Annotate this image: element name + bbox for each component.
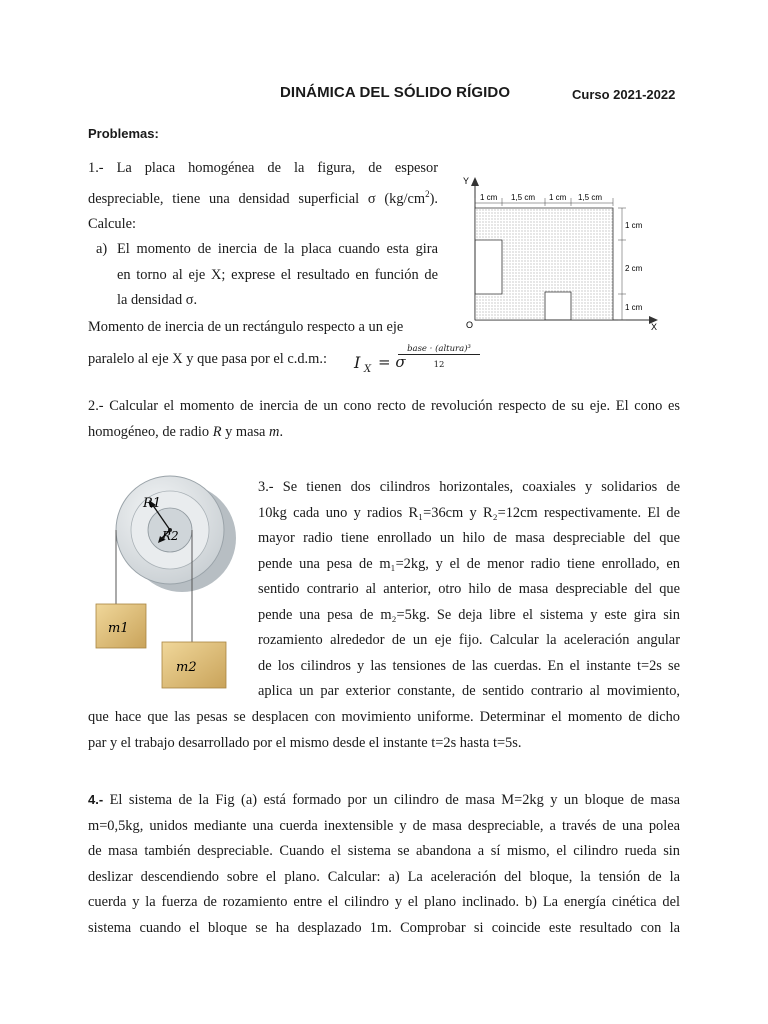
- dim-top-4: 1,5 cm: [578, 193, 603, 202]
- problem-2-text: y masa: [221, 423, 270, 440]
- problem-3-line: pende una pesa de m₁=2kg, y el de menor radio tiene enrollado, en: [258, 555, 680, 572]
- formula-eq: = σ: [378, 353, 406, 371]
- problem-4-number: 4.-: [88, 792, 104, 807]
- dim-right-3: 1 cm: [625, 303, 643, 312]
- y-axis-arrow: [471, 177, 479, 186]
- mass-2-label: m2: [176, 660, 197, 675]
- problem-1-line: 1.- La placa homogénea de la figura, de espesor: [88, 160, 438, 176]
- problem-2-text: homogéneo, de radio: [88, 423, 213, 440]
- y-axis-label: Y: [463, 176, 470, 186]
- problem-3-line: aplica un par exterior constante, de sentido contrario al movimiento,: [258, 683, 680, 699]
- plate-shape: [475, 208, 613, 320]
- plate-figure: [455, 170, 675, 335]
- mass-symbol: m: [269, 423, 280, 440]
- problem-1: [88, 156, 438, 314]
- formula-lhs: I: [354, 353, 361, 372]
- problem-3-line: mayor radio tiene enrollado un hilo de masa despreciable del que: [258, 530, 680, 546]
- page-title: DINÁMICA DEL SÓLIDO RÍGIDO: [280, 84, 511, 101]
- problem-3: [258, 475, 680, 705]
- problem-3-line: sentido contrario al anterior, otro hilo de masa despreciable del que: [258, 581, 680, 597]
- item-line: El momento de inercia de la placa cuando esta gira: [117, 241, 438, 258]
- problem-2-line: 2.- Calcular el momento de inercia de un cono recto de revolución respecto de su eje. El cono es: [88, 398, 680, 414]
- problem-3-line: 10kg cada uno y radios R₁=36cm y R₂=12cm respectivamente. El de: [258, 504, 680, 521]
- problem-2: [88, 394, 680, 445]
- inertia-formula: [354, 344, 484, 374]
- note-line: Momento de inercia de un rectángulo respecto a un eje: [88, 319, 404, 335]
- problem-3-cont: [88, 705, 680, 756]
- formula-sub: X: [364, 364, 372, 375]
- mass-1-label: m1: [108, 621, 129, 636]
- problem-4-line: [88, 787, 680, 814]
- problem-1-line: [88, 182, 438, 212]
- problem-4-line: de masa también despreciable. Cuando el sistema se abandona a sí mismo, el cilindro rueda sin: [88, 843, 680, 859]
- problem-1-note: [88, 315, 468, 341]
- formula-denominator: 12: [433, 360, 445, 370]
- section-label: Problemas:: [88, 126, 159, 141]
- problem-4-line: sistema cuando el bloque se ha desplazado 1m. Comprobar si coincide este resultado con la: [88, 919, 680, 936]
- problem-3-line: rozamiento alrededor de un eje fijo. Calcular la aceleración angular: [258, 632, 680, 648]
- r2-label: R2: [162, 529, 179, 543]
- problem-3-line: pende una pesa de m₂=5kg. Se deja libre el sistema y este gira sin: [258, 606, 680, 623]
- problem-2-line: [88, 420, 680, 446]
- item-line: la densidad σ.: [117, 292, 198, 309]
- problem-1-note-2: [88, 347, 388, 373]
- item-line: en torno al eje X; exprese el resultado en función de: [117, 266, 438, 283]
- note-line: paralelo al eje X y que pasa por el c.d.m.:: [88, 351, 327, 367]
- dim-top-3: 1 cm: [549, 193, 567, 202]
- dim-top-1: 1 cm: [480, 193, 498, 202]
- problem-1-text: despreciable, tiene una densidad superficial σ (kg/cm: [88, 190, 426, 207]
- problem-4: [88, 787, 680, 941]
- item-marker: a): [96, 241, 108, 258]
- radius-symbol: R: [212, 423, 222, 440]
- pulley-figure: [90, 472, 250, 692]
- course-year: Curso 2021-2022: [572, 87, 676, 102]
- problem-3-line: que hace que las pesas se desplacen con movimiento uniforme. Determinar el momento de dicho: [88, 709, 680, 725]
- superscript: 2: [425, 188, 430, 199]
- origin-label: O: [466, 320, 474, 330]
- problem-4-text: El sistema de la Fig (a) está formado por un cilindro de masa M=2kg y un bloque de masa: [109, 792, 680, 808]
- formula-numerator: base · (altura)³: [398, 344, 480, 355]
- problem-1-item: [88, 237, 438, 314]
- problem-2-text: .: [279, 423, 284, 440]
- dim-right-1: 1 cm: [625, 221, 643, 230]
- dim-right-2: 2 cm: [625, 264, 643, 273]
- problem-3-line: 3.- Se tienen dos cilindros horizontales, coaxiales y solidarios de: [258, 479, 680, 495]
- problem-4-line: deslizar descendiendo sobre el plano. Calcular: a) La aceleración del bloque, la tensión de la: [88, 868, 680, 885]
- x-axis-label: X: [651, 322, 658, 332]
- problem-1-text: ).: [429, 190, 438, 207]
- problem-1-line: Calcule:: [88, 215, 136, 232]
- problem-4-line: cuerda y la fuerza de rozamiento entre el cilindro y el plano inclinado. b) La energía cinética del: [88, 894, 680, 910]
- problem-3-line: de los cilindros y las tensiones de las cuerdas. En el instante t=2s se: [258, 657, 680, 674]
- problem-3-line: par y el trabajo desarrollado por el mismo desde el instante t=2s hasta t=5s.: [88, 734, 522, 751]
- problem-4-line: m=0,5kg, unidos mediante una cuerda inextensible y de masa despreciable, a través de una polea: [88, 817, 680, 834]
- r1-label: R1: [143, 496, 162, 511]
- dim-top-2: 1,5 cm: [511, 193, 536, 202]
